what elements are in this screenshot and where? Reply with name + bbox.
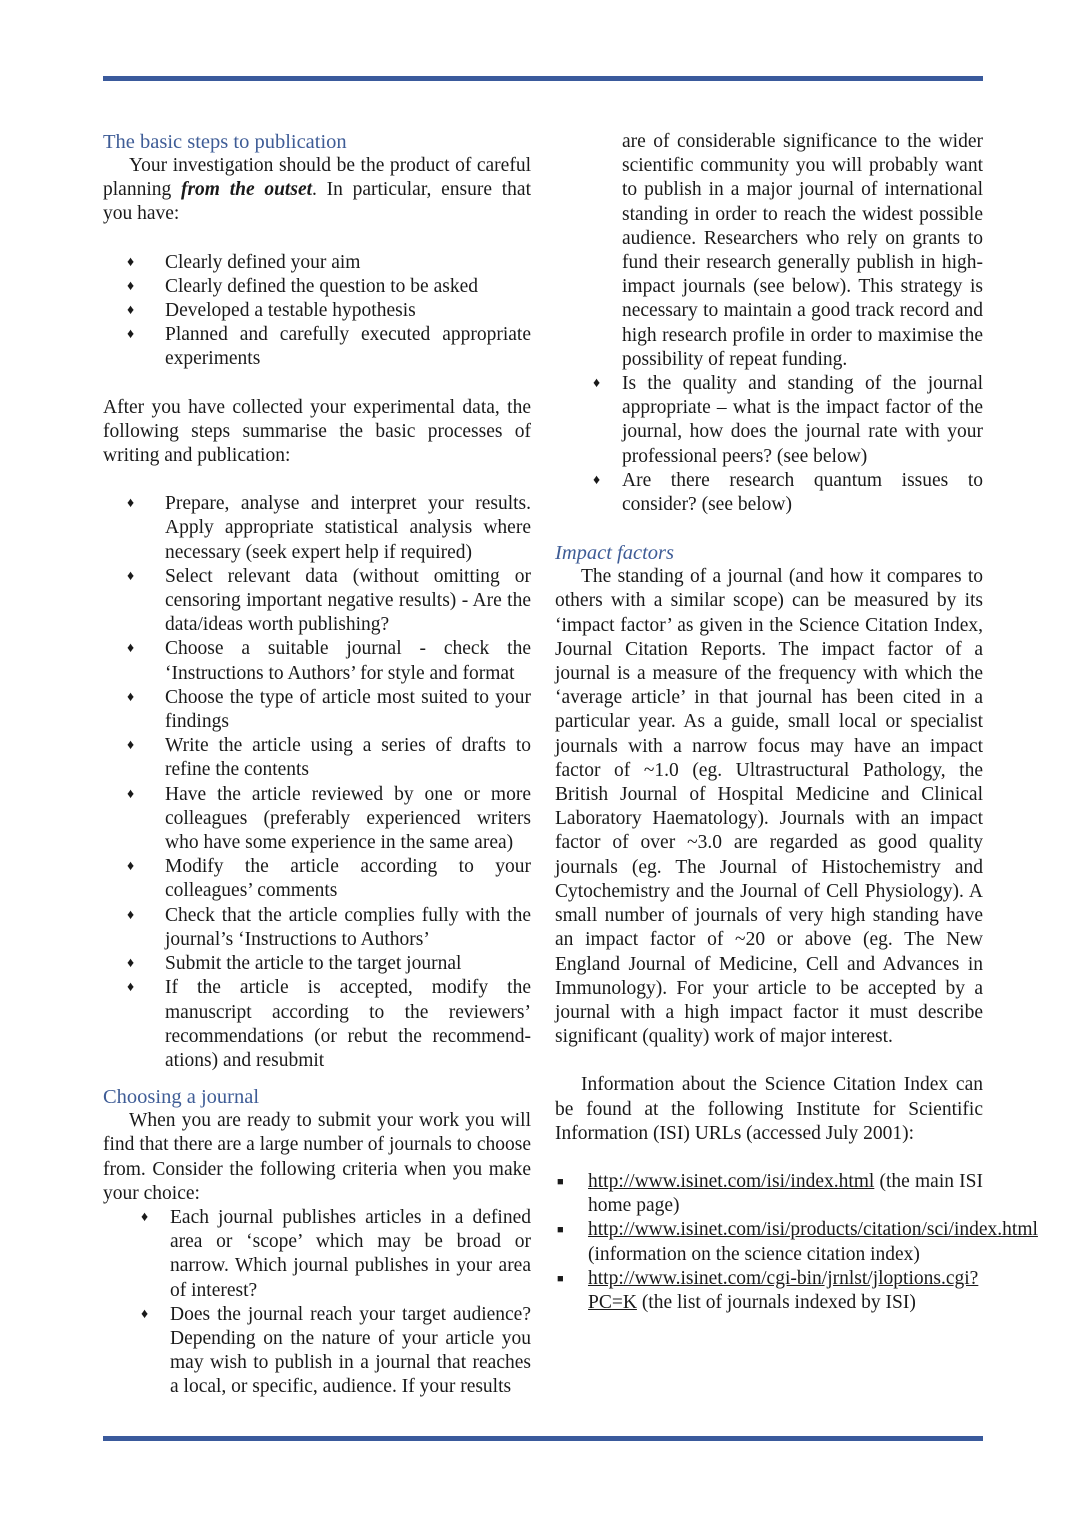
square-bullet-icon: ■ — [557, 1175, 564, 1188]
diamond-bullet-icon: ♦ — [593, 376, 601, 392]
diamond-bullet-icon: ♦ — [127, 689, 135, 705]
square-bullet-icon: ■ — [557, 1272, 564, 1285]
square-bullet-icon: ■ — [557, 1224, 564, 1237]
list-item-continued: are of considerable significance to the wider scientific community you will probably want to publish in a major journal of international standing in order to reach the widest possible audience. Researchers who rely on grants to fund their research generally publish in high-impact journals (see below). This strategy is necessary to maintain a good track record and high research profile in order to maximise the possibility of repeat funding. — [622, 131, 983, 370]
right-column — [555, 130, 1038, 1315]
list-item: ♦ Modify the article according to your colleagues’ comments — [127, 856, 531, 902]
diamond-bullet-icon: ♦ — [127, 327, 135, 343]
diamond-bullet-icon: ♦ — [127, 254, 135, 270]
top-rule — [103, 76, 983, 81]
heading-basic-steps: The basic steps to publication — [103, 131, 347, 153]
impact-paragraph: The standing of a journal (and how it compares to others with a similar scope) can be measured by its ‘impact factor’ as given in the Science Citation Index, Journal Citation Reports. The impact factor of a journal is a measure of the frequency with which the ‘average article’ in that journal has been cited in a particular year. As a guide, small local or specialist journals with a narrow focus may have an impact factor of ~1.0 (eg. Ultrastructural Pathology, the British Journal of Hospital Medicine and Clinical Laboratory Haematology). Journals with an impact factor of over ~3.0 are regarded as good quality journals (eg. The Journal of Histochemistry and Cytochemistry and the Journal of Cell Physiology). A small number of journals of very high standing have an impact factor of ~20 or above (eg. The New England Journal of Medicine, Cell and Advances in Immunology). For your article to be accepted by a journal with a high impact factor it must describe significant (quality) work of major interest. — [555, 566, 983, 1048]
list-item: ♦ Check that the article complies fully with the journal’s ‘Instructions to Authors’ — [127, 904, 531, 950]
list-item: ♦ Each journal publishes articles in a defined area or ‘scope’ which may be broad or narrow. Which journal publishes in your area of interest? — [141, 1206, 531, 1301]
heading-impact-factors: Impact factors — [555, 542, 674, 565]
sci-index-link[interactable]: http://www.isinet.com/isi/products/citation/sci/index.html — [588, 1219, 1038, 1241]
list-item: ■ http://www.isinet.com/isi/products/citation/sci/index.html (information on the science citation index) — [557, 1219, 1038, 1265]
diamond-bullet-icon: ♦ — [127, 738, 135, 754]
url-list — [555, 1170, 1038, 1315]
list-item: ♦ Developed a testable hypothesis — [103, 299, 531, 323]
list-item: ♦ Have the article reviewed by one or more colleagues (preferably experienced writers who have some experience in the same area) — [127, 783, 531, 854]
diamond-bullet-icon: ♦ — [141, 1306, 149, 1322]
diamond-bullet-icon: ♦ — [127, 907, 135, 923]
emphasis-text: from the outset — [180, 179, 313, 201]
diamond-bullet-icon: ♦ — [127, 859, 135, 875]
diamond-bullet-icon: ♦ — [127, 278, 135, 294]
isi-home-link[interactable]: http://www.isinet.com/isi/index.html — [588, 1170, 875, 1192]
journal-list-link[interactable]: http://www.isinet.com/cgi-bin/jrnlst/jloptions.cgi?PC=K — [588, 1267, 979, 1313]
list-item: ♦ Are there research quantum issues to consider? (see below) — [593, 469, 983, 516]
diamond-bullet-icon: ♦ — [127, 786, 135, 802]
list-item: ♦ Write the article using a series of drafts to refine the contents — [127, 735, 531, 781]
checklist — [103, 251, 531, 372]
list-item: ♦ Choose a suitable journal - check the ‘Instructions to Authors’ for style and format — [127, 638, 531, 684]
list-item: ♦ Clearly defined the question to be asked — [103, 275, 531, 299]
list-item: ♦ Choose the type of article most suited to your findings — [127, 686, 531, 733]
steps-list — [103, 492, 531, 1073]
bottom-rule — [103, 1436, 983, 1441]
list-item: ♦ Select relevant data (without omitting or censoring important negative results) - Are the data/ideas worth publishing? — [127, 565, 531, 636]
sci-info-paragraph: Information about the Science Citation Index can be found at the following Institute for Scientific Information (ISI) URLs (accessed July 2001): — [555, 1074, 983, 1144]
diamond-bullet-icon: ♦ — [593, 472, 601, 488]
diamond-bullet-icon: ♦ — [127, 641, 135, 657]
diamond-bullet-icon: ♦ — [127, 303, 135, 319]
criteria-list — [103, 1206, 531, 1400]
choosing-intro: When you are ready to submit your work you will find that there are a large number of journals to choose from. Consider the following criteria when you make your choice: — [103, 1110, 531, 1204]
criteria-list-continued — [555, 130, 983, 517]
diamond-bullet-icon: ♦ — [127, 956, 135, 972]
list-item: ♦ If the article is accepted, modify the manuscript according to the reviewers’ recommendations (or rebut the recommend-ations) and resubmit — [127, 977, 531, 1071]
diamond-bullet-icon: ♦ — [127, 496, 135, 512]
intro-paragraph: Your investigation should be the product of careful planning from the outset. In particular, ensure that you have: — [103, 155, 531, 225]
list-item: ♦ Planned and carefully executed appropriate experiments — [127, 324, 531, 370]
heading-choosing-journal: Choosing a journal — [103, 1086, 260, 1109]
list-item: ♦ Clearly defined your aim — [103, 251, 531, 275]
list-item: ♦ Is the quality and standing of the journal appropriate – what is the impact factor of the journal, how does the journal rate with your professional peers? (see below) — [593, 373, 983, 467]
diamond-bullet-icon: ♦ — [127, 568, 135, 584]
steps-intro: After you have collected your experimental data, the following steps summarise the basic processes of writing and publication: — [103, 396, 531, 467]
list-item: ♦ Prepare, analyse and interpret your results. Apply appropriate statistical analysis where necessary (seek expert help if required) — [127, 493, 531, 563]
left-column — [103, 130, 531, 1400]
diamond-bullet-icon: ♦ — [127, 980, 135, 996]
diamond-bullet-icon: ♦ — [141, 1209, 149, 1225]
list-item: ■ http://www.isinet.com/cgi-bin/jrnlst/jloptions.cgi?PC=K (the list of journals indexed by ISI) — [557, 1267, 979, 1313]
list-item: ♦ Submit the article to the target journal — [103, 952, 531, 976]
list-item: ♦ Does the journal reach your target audience? Depending on the nature of your article you may wish to publish in a journal that reaches a local, or specific, audience. If your results — [141, 1303, 531, 1398]
list-item: ■ http://www.isinet.com/isi/index.html (the main ISI home page) — [557, 1170, 983, 1217]
